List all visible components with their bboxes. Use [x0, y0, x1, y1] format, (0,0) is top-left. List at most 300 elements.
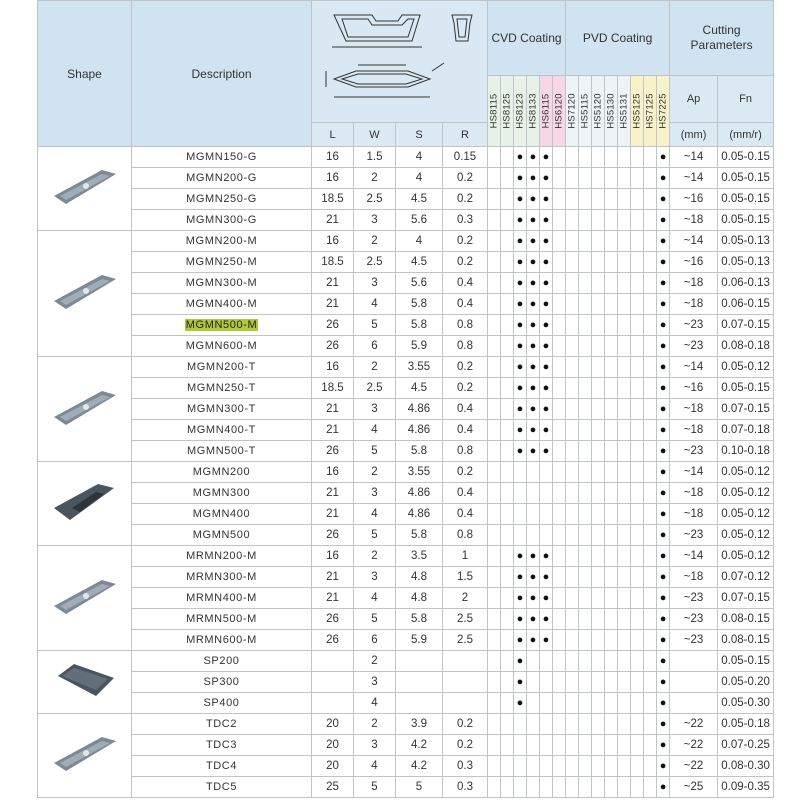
grade-cell	[553, 525, 566, 546]
ap-cell	[670, 672, 718, 693]
grade-cell	[631, 735, 644, 756]
grade-cell	[644, 756, 657, 777]
grade-cell	[488, 168, 501, 189]
grade-dot: ●	[527, 294, 540, 315]
grade-cell	[553, 609, 566, 630]
dim-l-cell: 16	[312, 147, 354, 168]
table-row	[38, 483, 774, 504]
grade-cell	[566, 777, 579, 798]
grade-cell	[501, 651, 514, 672]
dim-s-cell: 4.8	[396, 588, 443, 609]
dim-l-cell: 16	[312, 168, 354, 189]
grade-cell	[527, 714, 540, 735]
dim-r-cell: 1.5	[443, 567, 488, 588]
grade-cell	[553, 357, 566, 378]
dim-r-cell: 2	[443, 588, 488, 609]
grade-cell	[644, 147, 657, 168]
grade-cell	[553, 714, 566, 735]
dim-w-cell: 4	[354, 420, 396, 441]
grade-cell	[488, 588, 501, 609]
table-row	[38, 609, 774, 630]
grade-dot: ●	[527, 441, 540, 462]
table-row	[38, 231, 774, 252]
grade-cell	[631, 714, 644, 735]
grade-cell	[488, 294, 501, 315]
shape-cell	[38, 147, 132, 231]
grade-cell	[618, 651, 631, 672]
shape-cell	[38, 357, 132, 462]
grade-cell	[540, 462, 553, 483]
description-cell	[132, 546, 312, 567]
dim-w-cell: 2	[354, 651, 396, 672]
grade-cell	[579, 294, 592, 315]
grade-cell	[579, 714, 592, 735]
grade-dot: ●	[657, 399, 670, 420]
grade-header: HS8125	[501, 76, 514, 147]
grade-dot: ●	[657, 672, 670, 693]
grade-cell	[592, 273, 605, 294]
grade-cell	[618, 357, 631, 378]
grade-cell	[605, 399, 618, 420]
grade-cell	[605, 651, 618, 672]
dim-l-cell: 20	[312, 756, 354, 777]
description-text: MGMN500-T	[187, 445, 256, 457]
grade-cell	[501, 420, 514, 441]
grade-cell	[553, 504, 566, 525]
grade-header: HS5115	[579, 76, 592, 147]
table-row	[38, 525, 774, 546]
grade-cell	[501, 756, 514, 777]
grade-cell	[488, 357, 501, 378]
grade-cell	[501, 504, 514, 525]
dim-r-cell: 0.8	[443, 315, 488, 336]
dim-w-cell: 3	[354, 399, 396, 420]
dim-w-cell: 3	[354, 567, 396, 588]
description-cell	[132, 147, 312, 168]
grade-cell	[644, 462, 657, 483]
grade-cell	[644, 273, 657, 294]
dim-r-cell: 0.2	[443, 462, 488, 483]
grade-cell	[501, 693, 514, 714]
description-cell	[132, 525, 312, 546]
grade-cell	[514, 714, 527, 735]
description-cell	[132, 357, 312, 378]
grade-cell	[566, 588, 579, 609]
dim-r-cell: 0.2	[443, 252, 488, 273]
grade-cell	[579, 378, 592, 399]
dim-r-cell: 0.4	[443, 294, 488, 315]
table-row	[38, 588, 774, 609]
grade-cell	[579, 672, 592, 693]
grade-dot: ●	[527, 189, 540, 210]
grade-cell	[605, 420, 618, 441]
dim-l-cell: 25	[312, 777, 354, 798]
dim-s-cell: 4	[396, 168, 443, 189]
grade-dot: ●	[527, 588, 540, 609]
dim-l-cell: 20	[312, 714, 354, 735]
grade-cell	[553, 336, 566, 357]
grade-cell	[631, 462, 644, 483]
dim-r-cell: 0.3	[443, 777, 488, 798]
fn-cell: 0.09-0.35	[718, 777, 774, 798]
table-row	[38, 672, 774, 693]
grade-cell	[644, 630, 657, 651]
dim-s-cell: 4.5	[396, 378, 443, 399]
description-text: TDC4	[205, 760, 238, 772]
grade-cell	[488, 273, 501, 294]
dim-l-cell: 21	[312, 399, 354, 420]
table-row	[38, 378, 774, 399]
grade-cell	[579, 315, 592, 336]
grade-cell	[618, 483, 631, 504]
description-header: Description	[132, 1, 312, 147]
grade-cell	[540, 777, 553, 798]
grade-cell	[579, 399, 592, 420]
grade-cell	[566, 294, 579, 315]
grade-dot: ●	[540, 609, 553, 630]
grade-cell	[566, 336, 579, 357]
dim-l-cell	[312, 693, 354, 714]
grade-cell	[644, 378, 657, 399]
grade-dot: ●	[527, 273, 540, 294]
grade-cell	[592, 504, 605, 525]
grade-cell	[553, 777, 566, 798]
table-row	[38, 294, 774, 315]
grade-cell	[579, 231, 592, 252]
grade-cell	[501, 630, 514, 651]
ap-cell: ~14	[670, 546, 718, 567]
table-row	[38, 210, 774, 231]
table-row	[38, 168, 774, 189]
grade-cell	[540, 483, 553, 504]
grade-dot: ●	[527, 336, 540, 357]
fn-cell: 0.07-0.15	[718, 399, 774, 420]
grade-cell	[579, 483, 592, 504]
grade-cell	[553, 231, 566, 252]
fn-cell: 0.08-0.15	[718, 630, 774, 651]
grade-cell	[592, 378, 605, 399]
dim-r-cell: 0.2	[443, 714, 488, 735]
grade-header: HS5131	[618, 76, 631, 147]
dim-s-cell: 3.5	[396, 546, 443, 567]
grade-cell	[553, 378, 566, 399]
grade-cell	[631, 693, 644, 714]
grade-cell	[618, 441, 631, 462]
grade-cell	[592, 189, 605, 210]
table-row	[38, 462, 774, 483]
grade-cell	[631, 651, 644, 672]
fn-cell: 0.05-0.13	[718, 231, 774, 252]
grade-dot: ●	[514, 420, 527, 441]
fn-cell: 0.05-0.12	[718, 504, 774, 525]
grade-cell	[644, 357, 657, 378]
grade-dot: ●	[540, 231, 553, 252]
ap-cell: ~23	[670, 609, 718, 630]
grade-cell	[631, 441, 644, 462]
grade-cell	[527, 504, 540, 525]
description-text: MGMN200-M	[185, 235, 258, 247]
pvd-coating-header: PVD Coating	[566, 1, 670, 76]
grade-dot: ●	[527, 315, 540, 336]
grade-cell	[644, 567, 657, 588]
grade-cell	[618, 336, 631, 357]
grade-cell	[527, 672, 540, 693]
grade-dot: ●	[514, 630, 527, 651]
dim-w-cell: 3	[354, 273, 396, 294]
dim-s-cell	[396, 672, 443, 693]
grade-cell	[592, 756, 605, 777]
grade-cell	[566, 693, 579, 714]
grade-dot: ●	[657, 294, 670, 315]
grade-dot: ●	[657, 273, 670, 294]
dim-l-cell: 21	[312, 567, 354, 588]
dim-l-cell: 26	[312, 315, 354, 336]
ap-cell: ~18	[670, 210, 718, 231]
ap-cell: ~16	[670, 252, 718, 273]
dim-s-cell: 5.8	[396, 315, 443, 336]
dim-w-cell: 3	[354, 210, 396, 231]
description-text: SP400	[203, 697, 240, 709]
dim-l-cell: 16	[312, 231, 354, 252]
grade-cell	[566, 273, 579, 294]
description-cell	[132, 777, 312, 798]
grade-cell	[592, 714, 605, 735]
fn-cell: 0.05-0.15	[718, 168, 774, 189]
grade-cell	[644, 252, 657, 273]
dim-w-cell: 5	[354, 609, 396, 630]
dim-r-cell: 0.2	[443, 357, 488, 378]
grade-cell	[592, 483, 605, 504]
shape-cell	[38, 231, 132, 357]
grade-dot: ●	[657, 336, 670, 357]
grade-cell	[566, 672, 579, 693]
dim-s-cell: 5.6	[396, 210, 443, 231]
tdc-insert-icon	[50, 731, 120, 780]
grade-cell	[605, 462, 618, 483]
grade-cell	[553, 273, 566, 294]
dim-r-cell: 0.2	[443, 378, 488, 399]
grade-dot: ●	[514, 546, 527, 567]
ap-cell: ~18	[670, 420, 718, 441]
grade-cell	[644, 777, 657, 798]
grade-cell	[553, 567, 566, 588]
dim-l-cell: 20	[312, 735, 354, 756]
grade-header: HS7120	[566, 76, 579, 147]
grade-cell	[540, 651, 553, 672]
grade-cell	[488, 756, 501, 777]
grade-cell	[605, 273, 618, 294]
table-row	[38, 315, 774, 336]
grade-cell	[566, 210, 579, 231]
grade-dot: ●	[540, 399, 553, 420]
grade-cell	[566, 735, 579, 756]
grade-cell	[631, 378, 644, 399]
grade-cell	[566, 399, 579, 420]
dim-s-cell: 4.5	[396, 252, 443, 273]
ap-unit-header: (mm)	[670, 123, 718, 147]
table-row	[38, 546, 774, 567]
grade-cell	[631, 147, 644, 168]
description-text: SP300	[203, 676, 240, 688]
grade-cell	[618, 756, 631, 777]
grade-dot: ●	[540, 252, 553, 273]
grade-dot: ●	[514, 693, 527, 714]
grade-cell	[631, 588, 644, 609]
grade-cell	[644, 441, 657, 462]
grooving-insert-m-icon	[50, 269, 120, 318]
grade-cell	[618, 525, 631, 546]
grade-dot: ●	[657, 567, 670, 588]
grade-dot: ●	[514, 567, 527, 588]
grade-dot: ●	[540, 210, 553, 231]
fn-cell: 0.05-0.12	[718, 357, 774, 378]
dim-l-cell: 26	[312, 609, 354, 630]
insert-dimension-diagram	[312, 1, 488, 123]
grade-cell	[605, 735, 618, 756]
grade-cell	[605, 588, 618, 609]
dim-r-cell	[443, 651, 488, 672]
dim-s-cell: 4	[396, 147, 443, 168]
grade-cell	[501, 273, 514, 294]
grade-dot: ●	[540, 420, 553, 441]
grade-cell	[553, 315, 566, 336]
cvd-coating-header: CVD Coating	[488, 1, 566, 76]
table-row	[38, 651, 774, 672]
grade-dot: ●	[657, 315, 670, 336]
description-cell	[132, 315, 312, 336]
grade-cell	[579, 756, 592, 777]
grade-header: HS7125	[644, 76, 657, 147]
grade-cell	[488, 672, 501, 693]
grade-cell	[501, 588, 514, 609]
fn-cell: 0.07-0.18	[718, 420, 774, 441]
grade-cell	[553, 294, 566, 315]
ap-cell: ~14	[670, 357, 718, 378]
table-row	[38, 630, 774, 651]
dim-s-cell: 4	[396, 231, 443, 252]
grade-cell	[605, 714, 618, 735]
description-text: MGMN300	[192, 487, 251, 499]
dim-s-cell: 5.8	[396, 294, 443, 315]
grade-cell	[501, 189, 514, 210]
grade-cell	[553, 168, 566, 189]
grade-cell	[605, 777, 618, 798]
grade-cell	[592, 630, 605, 651]
grade-dot: ●	[540, 588, 553, 609]
dim-r-cell	[443, 672, 488, 693]
grade-cell	[488, 630, 501, 651]
grade-cell	[553, 210, 566, 231]
grade-dot: ●	[657, 378, 670, 399]
grade-cell	[514, 504, 527, 525]
grade-cell	[566, 756, 579, 777]
grade-cell	[566, 189, 579, 210]
grade-cell	[579, 210, 592, 231]
dim-l-cell: 21	[312, 483, 354, 504]
fn-cell: 0.05-0.30	[718, 693, 774, 714]
dim-w-cell: 5	[354, 441, 396, 462]
fn-cell: 0.08-0.18	[718, 336, 774, 357]
ap-cell: ~18	[670, 504, 718, 525]
grade-dot: ●	[657, 483, 670, 504]
dim-r-cell: 0.4	[443, 273, 488, 294]
grade-cell	[553, 693, 566, 714]
grade-cell	[618, 504, 631, 525]
grade-cell	[579, 630, 592, 651]
grade-cell	[631, 168, 644, 189]
grade-cell	[592, 735, 605, 756]
dim-l-cell: 21	[312, 588, 354, 609]
grade-cell	[644, 672, 657, 693]
description-text: MGMN250-M	[185, 256, 258, 268]
cutting-parameters-header: Cutting Parameters	[670, 1, 774, 76]
dim-w-cell: 5	[354, 315, 396, 336]
grade-cell	[540, 504, 553, 525]
description-cell	[132, 294, 312, 315]
ap-cell: ~18	[670, 294, 718, 315]
grade-dot: ●	[514, 252, 527, 273]
grade-cell	[579, 168, 592, 189]
grade-cell	[618, 294, 631, 315]
grade-dot: ●	[514, 168, 527, 189]
grade-dot: ●	[657, 609, 670, 630]
grade-dot: ●	[514, 651, 527, 672]
grade-cell	[488, 147, 501, 168]
grade-cell	[631, 252, 644, 273]
table-row	[38, 357, 774, 378]
grade-cell	[618, 588, 631, 609]
description-text: MRMN400-M	[186, 592, 257, 604]
description-text: MGMN400-M	[185, 298, 258, 310]
grade-cell	[592, 609, 605, 630]
description-cell	[132, 672, 312, 693]
table-row	[38, 273, 774, 294]
grade-cell	[488, 651, 501, 672]
dim-r-cell: 0.4	[443, 420, 488, 441]
grade-dot: ●	[540, 546, 553, 567]
grade-cell	[592, 315, 605, 336]
grade-cell	[579, 252, 592, 273]
grade-header: HS7225	[657, 76, 670, 147]
description-cell	[132, 252, 312, 273]
grade-cell	[566, 252, 579, 273]
grade-cell	[605, 147, 618, 168]
grade-cell	[501, 147, 514, 168]
grade-cell	[618, 735, 631, 756]
dim-r-cell: 0.4	[443, 483, 488, 504]
dim-s-cell: 4.2	[396, 756, 443, 777]
grade-cell	[553, 252, 566, 273]
grade-cell	[501, 714, 514, 735]
dim-l-cell: 26	[312, 441, 354, 462]
grade-dot: ●	[527, 609, 540, 630]
grade-cell	[592, 231, 605, 252]
dim-w-cell: 5	[354, 525, 396, 546]
grade-header: HS6115	[540, 76, 553, 147]
grade-dot: ●	[657, 525, 670, 546]
dim-l-cell: 26	[312, 630, 354, 651]
dim-r-cell: 0.4	[443, 504, 488, 525]
dim-l-cell	[312, 651, 354, 672]
grade-cell	[618, 546, 631, 567]
dim-header-w: W	[354, 123, 396, 147]
grade-cell	[644, 546, 657, 567]
grade-cell	[644, 483, 657, 504]
dim-s-cell: 4.2	[396, 735, 443, 756]
grade-dot: ●	[540, 189, 553, 210]
grade-cell	[631, 483, 644, 504]
grade-cell	[566, 714, 579, 735]
